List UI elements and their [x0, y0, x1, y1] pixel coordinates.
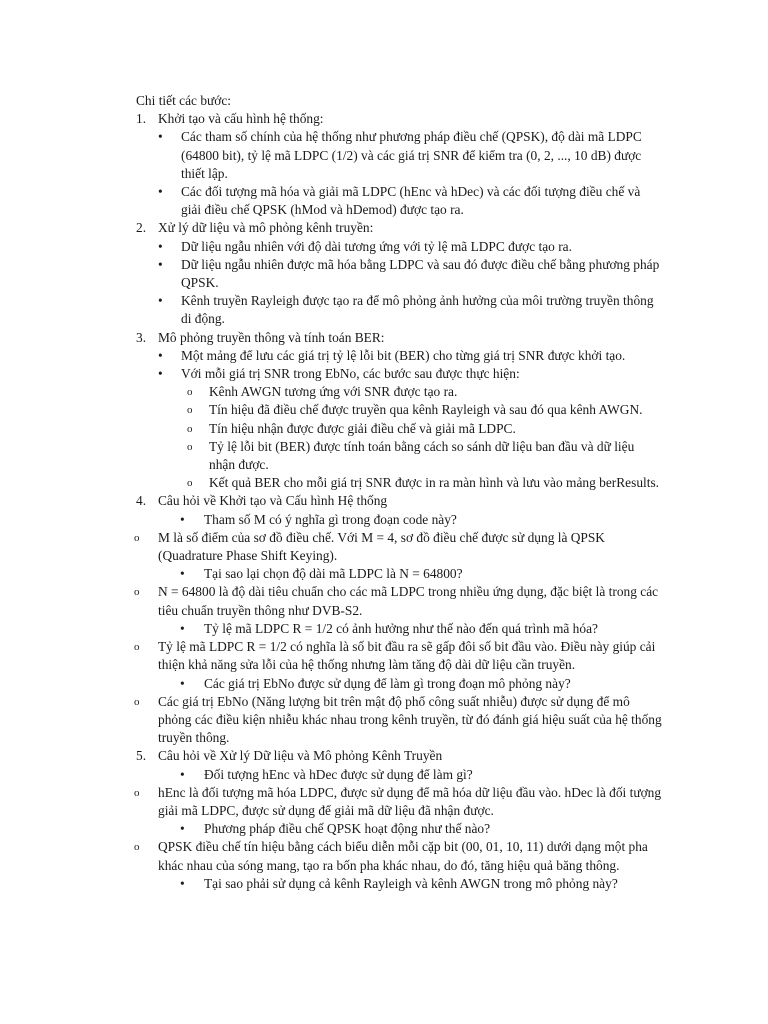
bullet-icon: • — [158, 347, 163, 363]
bullet-icon: • — [158, 256, 163, 272]
circle-bullet-icon: o — [187, 440, 193, 453]
bullet-item: • Với mỗi giá trị SNR trong EbNo, các bước sau được thực hiện: — [136, 365, 666, 383]
sub-item: o Tỷ lệ lỗi bit (BER) được tính toán bằng cách so sánh dữ liệu ban đầu và dữ liệu nhận được. — [187, 438, 635, 473]
question-item: • Tỷ lệ mã LDPC R = 1/2 có ảnh hưởng như thế nào đến quá trình mã hóa? — [136, 620, 666, 638]
sub-item: o Tín hiệu nhận được được giải điều chế và giải mã LDPC. — [136, 420, 666, 438]
circle-bullet-icon: o — [134, 786, 140, 799]
step-number: 5. — [136, 748, 147, 764]
bullet-icon: • — [158, 238, 163, 254]
sub-item: o Tín hiệu đã điều chế được truyền qua kênh Rayleigh và sau đó qua kênh AWGN. — [136, 401, 666, 419]
step-3 — [136, 329, 666, 493]
question-item: • Đối tượng hEnc và hDec được sử dụng để làm gì? — [136, 766, 666, 784]
bullet-icon: • — [180, 821, 185, 837]
question-item: • Phương pháp điều chế QPSK hoạt động như thế nào? — [136, 820, 666, 838]
answer-item: o QPSK điều chế tín hiệu bằng cách biểu diễn mỗi cặp bit (00, 01, 10, 11) dưới dạng một pha khác nhau của sóng mang, tạo ra bốn pha khác nhau, do đó, tăng hiệu quả băng thông. — [134, 839, 648, 873]
bullet-item: • Một mảng để lưu các giá trị tỷ lệ lỗi bit (BER) cho từng giá trị SNR được khởi tạo. — [136, 347, 666, 365]
circle-bullet-icon: o — [134, 641, 140, 654]
circle-bullet-icon: o — [134, 695, 140, 708]
bullet-icon: • — [158, 184, 163, 200]
step-5 — [136, 747, 666, 893]
bullet-item: • Các đối tượng mã hóa và giải mã LDPC (hEnc và hDec) và các đối tượng điều chế và giải điều chế QPSK (hMod và hDemod) được tạo ra. — [158, 184, 641, 218]
circle-bullet-icon: o — [187, 404, 193, 417]
question-item: • Các giá trị EbNo được sử dụng để làm gì trong đoạn mô phỏng này? — [136, 675, 666, 693]
answer-item: o Tỷ lệ mã LDPC R = 1/2 có nghĩa là số bit đầu ra sẽ gấp đôi số bit đầu vào. Điều này giúp cải thiện khả năng sửa lỗi của hệ thống nhưng làm tăng độ dài dữ liệu cần truyền. — [134, 639, 656, 673]
step-heading: 3. Mô phỏng truyền thông và tính toán BER: — [136, 329, 666, 347]
circle-bullet-icon: o — [187, 422, 193, 435]
sub-item: o Kết quả BER cho mỗi giá trị SNR được in ra màn hình và lưu vào mảng berResults. — [136, 474, 666, 492]
step-number: 3. — [136, 329, 147, 345]
bullet-item: • Dữ liệu ngẫu nhiên được mã hóa bằng LDPC và sau đó được điều chế bằng phương pháp QPSK. — [158, 256, 660, 291]
bullet-item: • Dữ liệu ngẫu nhiên với độ dài tương ứng với tỷ lệ mã LDPC được tạo ra. — [136, 238, 666, 256]
bullet-icon: • — [180, 675, 185, 691]
step-heading: 2. Xử lý dữ liệu và mô phỏng kênh truyền: — [136, 219, 666, 237]
answer-item: o M là số điểm của sơ đồ điều chế. Với M = 4, sơ đồ điều chế được sử dụng là QPSK (Quadrature Phase Shift Keying). — [134, 529, 605, 564]
bullet-icon: • — [180, 766, 185, 782]
document-title: Chi tiết các bước: — [136, 93, 232, 108]
bullet-icon: • — [158, 293, 163, 309]
step-heading: 5. Câu hỏi về Xử lý Dữ liệu và Mô phỏng Kênh Truyền — [136, 747, 666, 765]
question-item: • Tham số M có ý nghĩa gì trong đoạn code này? — [136, 511, 666, 529]
question-item: • Tại sao lại chọn độ dài mã LDPC là N = 64800? — [136, 565, 666, 583]
step-2 — [136, 219, 666, 328]
circle-bullet-icon: o — [134, 841, 140, 854]
circle-bullet-icon: o — [134, 531, 140, 544]
bullet-icon: • — [180, 875, 185, 891]
sub-item: o Kênh AWGN tương ứng với SNR được tạo ra. — [136, 383, 666, 401]
step-4 — [136, 492, 666, 747]
question-item: • Tại sao phải sử dụng cả kênh Rayleigh và kênh AWGN trong mô phỏng này? — [136, 875, 666, 893]
step-heading: 1. Khởi tạo và cấu hình hệ thống: — [136, 110, 666, 128]
step-heading: 4. Câu hỏi về Khởi tạo và Cấu hình Hệ thống — [136, 492, 666, 510]
answer-item: o N = 64800 là độ dài tiêu chuẩn cho các mã LDPC trong nhiều ứng dụng, đặc biệt là trong các tiêu chuẩn truyền thông như DVB-S2. — [134, 584, 659, 618]
step-number: 1. — [136, 111, 147, 127]
bullet-icon: • — [158, 129, 163, 145]
bullet-icon: • — [180, 620, 185, 636]
bullet-icon: • — [180, 511, 185, 527]
answer-item: o Các giá trị EbNo (Năng lượng bit trên mật độ phổ công suất nhiễu) được sử dụng để mô phỏng các điều kiện nhiễu khác nhau trong kênh truyền, từ đó đánh giá hiệu suất của hệ thống truyền thông. — [134, 693, 662, 746]
step-1 — [136, 110, 666, 219]
bullet-item: • Các tham số chính của hệ thống như phương pháp điều chế (QPSK), độ dài mã LDPC (64800 bit), tỷ lệ mã LDPC (1/2) và các giá trị SNR để kiểm tra (0, 2, ..., 10 dB) được thiết lập. — [158, 129, 642, 181]
bullet-icon: • — [180, 566, 185, 582]
circle-bullet-icon: o — [134, 586, 140, 599]
circle-bullet-icon: o — [187, 477, 193, 490]
document-page — [136, 92, 666, 893]
bullet-icon: • — [158, 366, 163, 382]
step-number: 4. — [136, 493, 147, 509]
answer-item: o hEnc là đối tượng mã hóa LDPC, được sử dụng để mã hóa dữ liệu đầu vào. hDec là đối tượng giải mã LDPC, được sử dụng để giải mã dữ liệu đã nhận được. — [134, 784, 662, 818]
step-number: 2. — [136, 220, 147, 236]
bullet-item: • Kênh truyền Rayleigh được tạo ra để mô phỏng ảnh hưởng của môi trường truyền thông di động. — [158, 293, 654, 327]
circle-bullet-icon: o — [187, 386, 193, 399]
